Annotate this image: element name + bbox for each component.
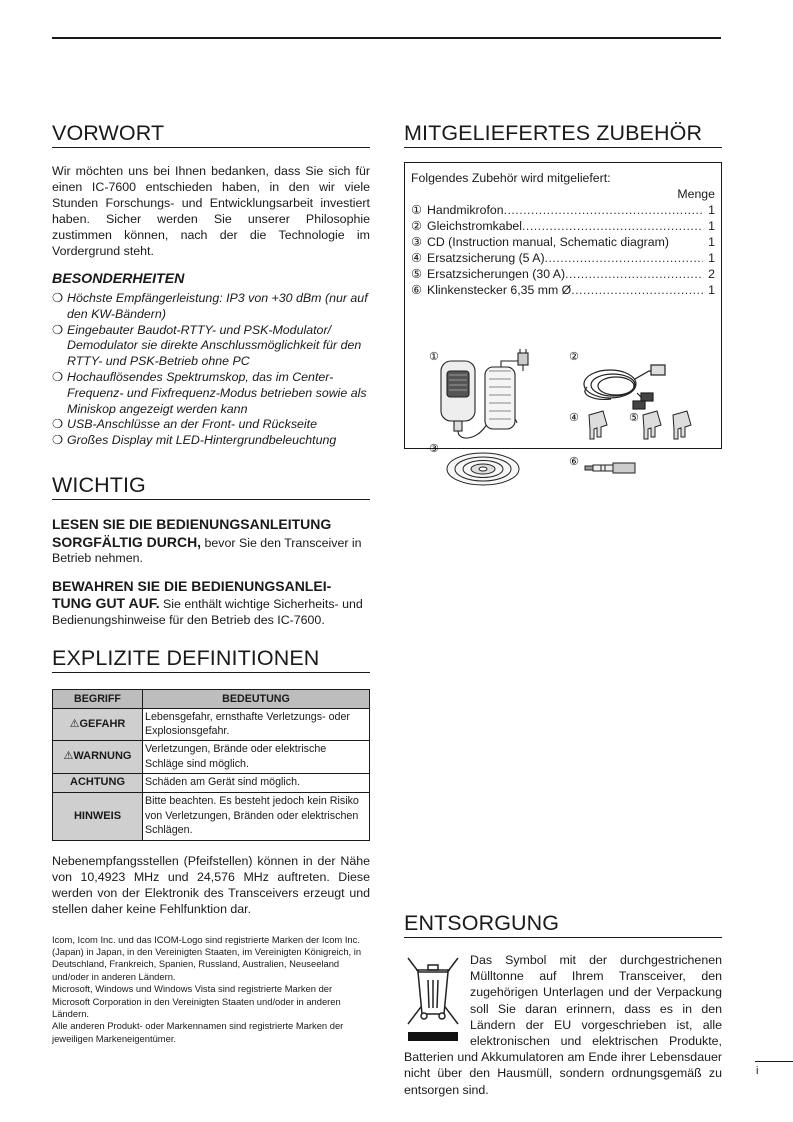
definitionen-heading: EXPLIZITE DEFINITIONEN <box>52 645 370 673</box>
meaning-note: Bitte beachten. Es besteht jedoch kein Risiko von Verletzungen, Bränden oder elektrischen Schlägen. <box>143 792 370 840</box>
trademark-microsoft: Microsoft, Windows und Windows Vista sind registrierte Marken der Microsoft Corporation in den Vereinigten Staaten und/oder in anderen Ländern. <box>52 983 341 1019</box>
circle-bullet-icon: ❍ <box>52 291 64 305</box>
table-row <box>53 792 370 840</box>
list-item: ② Gleichstromkabel ..... 1 <box>411 218 715 234</box>
list-item: ③ CD (Instruction manual, Schematic diagram) 1 <box>411 235 715 249</box>
trademark-icom: Icom, Icom Inc. und das ICOM-Logo sind registrierte Marken der Icom Inc. (Japan) in Japan, in den Vereinigten Staaten, im Vereinigten Königreich, in Deutschland, Frankreich, Spanien, Russland, Australien, Neuseeland und/oder in anderen Ländern. <box>52 933 362 982</box>
zubehoer-heading: MITGELIEFERTES ZUBEHÖR <box>404 120 722 148</box>
accessories-illustration <box>405 349 721 495</box>
read-manual-notice: LESEN SIE DIE BEDIENUNGSANLEITUNG SORGFÄLTIG DURCH, bevor Sie den Transceiver in Betrieb nehmen. <box>52 515 362 566</box>
label-2: ② <box>569 350 579 363</box>
accessories-intro: Folgendes Zubehör wird mitgeliefert: <box>411 171 611 185</box>
meaning-caution: Schäden am Gerät sind möglich. <box>143 773 370 792</box>
label-5: ⑤ <box>629 411 639 424</box>
disposal-text: Das Symbol mit der durchgestrichenen Mülltonne auf Ihrem Transceiver, den zugehörigen Unterlagen und der Verpackung soll Sie daran erinnern, dass es in den Ländern der EU vorgeschrieben ist, alle elektronischen und elektrischen Produkte, Batterien und Akkumulatoren am Ende ihrer Lebensdauer nicht über den Hausmüll, sondern ordnungsgemäß zu entsorgen sind. <box>404 953 722 1097</box>
crossed-out-bin-icon <box>404 954 462 1044</box>
besonderheiten-heading: BESONDERHEITEN <box>52 271 185 287</box>
list-item: ❍ Höchste Empfängerleistung: IP3 von +30 dBm (nur auf den KW-Bändern) <box>52 291 368 321</box>
table-row <box>53 773 370 792</box>
list-item: ❍ Hochauflösendes Spektrumskop, das im Center-Frequenz- und Fixfrequenz-Modus betrieben sowie als Miniskop angezeigt werden kann <box>52 369 367 416</box>
circle-bullet-icon: ❍ <box>52 369 64 384</box>
wichtig-heading: WICHTIG <box>52 472 370 500</box>
spurious-signals-note: Nebenempfangsstellen (Pfeifstellen) können in der Nähe von 10,4923 MHz und 24,576 MHz auftreten. Diese werden von der Elektronik des Transceivers erzeugt und stellen daher keine Fehlfunktion dar. <box>52 853 370 916</box>
term-warning: ⚠WARNUNG <box>53 740 143 773</box>
term-caution: ACHTUNG <box>53 773 143 792</box>
label-1: ① <box>429 350 439 363</box>
dc-cable-icon <box>584 365 665 409</box>
phone-plug-icon <box>585 463 635 473</box>
label-4: ④ <box>569 411 579 424</box>
right-column <box>404 120 722 1098</box>
quantity-header: Menge <box>677 187 715 201</box>
hand-microphone-icon <box>441 349 528 438</box>
circle-bullet-icon: ❍ <box>52 433 64 448</box>
fuse-icon <box>643 411 691 439</box>
list-item: ⑥ Klinkenstecker 6,35 mm Ø ..... 1 <box>411 282 715 298</box>
list-item: ❍ Eingebauter Baudot-RTTY- und PSK-Modulator/ Demodulator sie direkte Anschlussmöglichkeit für den RTTY- und PSK-Betrieb ohne PC <box>52 322 362 369</box>
entsorgung-heading: ENTSORGUNG <box>404 910 722 938</box>
vorwort-text: Wir möchten uns bei Ihnen bedanken, dass Sie sich für einen IC-7600 entschieden haben, in den wir viele Stunden Forschungs- und Entwicklungsarbeit investiert haben. Sicher werden Sie unserer Philosophie zustimmen können, nach der die Technologie im Vordergrund steht. <box>52 164 370 258</box>
meaning-warning: Verletzungen, Brände oder elektrische Schläge sind möglich. <box>143 740 370 773</box>
disposal-section <box>404 952 722 1098</box>
definitions-table <box>52 689 370 841</box>
term-danger: ⚠GEFAHR <box>53 708 143 740</box>
table-header-term: BEGRIFF <box>53 689 143 708</box>
table-header-meaning: BEDEUTUNG <box>143 689 370 708</box>
left-column <box>52 120 370 1045</box>
vorwort-heading: VORWORT <box>52 120 370 148</box>
list-item: ⑤ Ersatzsicherungen (30 A) ..... 2 <box>411 266 715 282</box>
feature-list <box>52 291 370 449</box>
circle-bullet-icon: ❍ <box>52 417 64 432</box>
trademark-other: Alle anderen Produkt- oder Markennamen sind registrierte Marken der jeweiligen Markeneigentümer. <box>52 1020 344 1044</box>
meaning-danger: Lebensgefahr, ernsthafte Verletzungs- oder Explosionsgefahr. <box>143 708 370 740</box>
trademark-notice <box>52 934 370 1046</box>
list-item: ④ Ersatzsicherung (5 A) ..... 1 <box>411 250 715 266</box>
top-rule <box>52 37 721 39</box>
list-item: ❍ Großes Display mit LED-Hintergrundbeleuchtung <box>52 433 337 448</box>
accessories-box <box>404 162 722 468</box>
cd-disc-icon <box>447 453 519 485</box>
label-3: ③ <box>429 442 439 455</box>
list-item: ① Handmikrofon ..... 1 <box>411 202 715 218</box>
circle-bullet-icon: ❍ <box>52 322 64 337</box>
table-row <box>53 708 370 740</box>
label-6: ⑥ <box>569 455 579 468</box>
list-item: ❍ USB-Anschlüsse an der Front- und Rückseite <box>52 417 317 432</box>
table-row <box>53 740 370 773</box>
term-note: HINWEIS <box>53 792 143 840</box>
fuse-icon <box>589 411 607 439</box>
keep-manual-notice: BEWAHREN SIE DIE BEDIENUNGSANLEI-TUNG GUT AUF. Sie enthält wichtige Sicherheits- und Bedienungshinweise für den Betrieb des IC-7600. <box>52 577 363 627</box>
page-number: i <box>755 1061 793 1077</box>
